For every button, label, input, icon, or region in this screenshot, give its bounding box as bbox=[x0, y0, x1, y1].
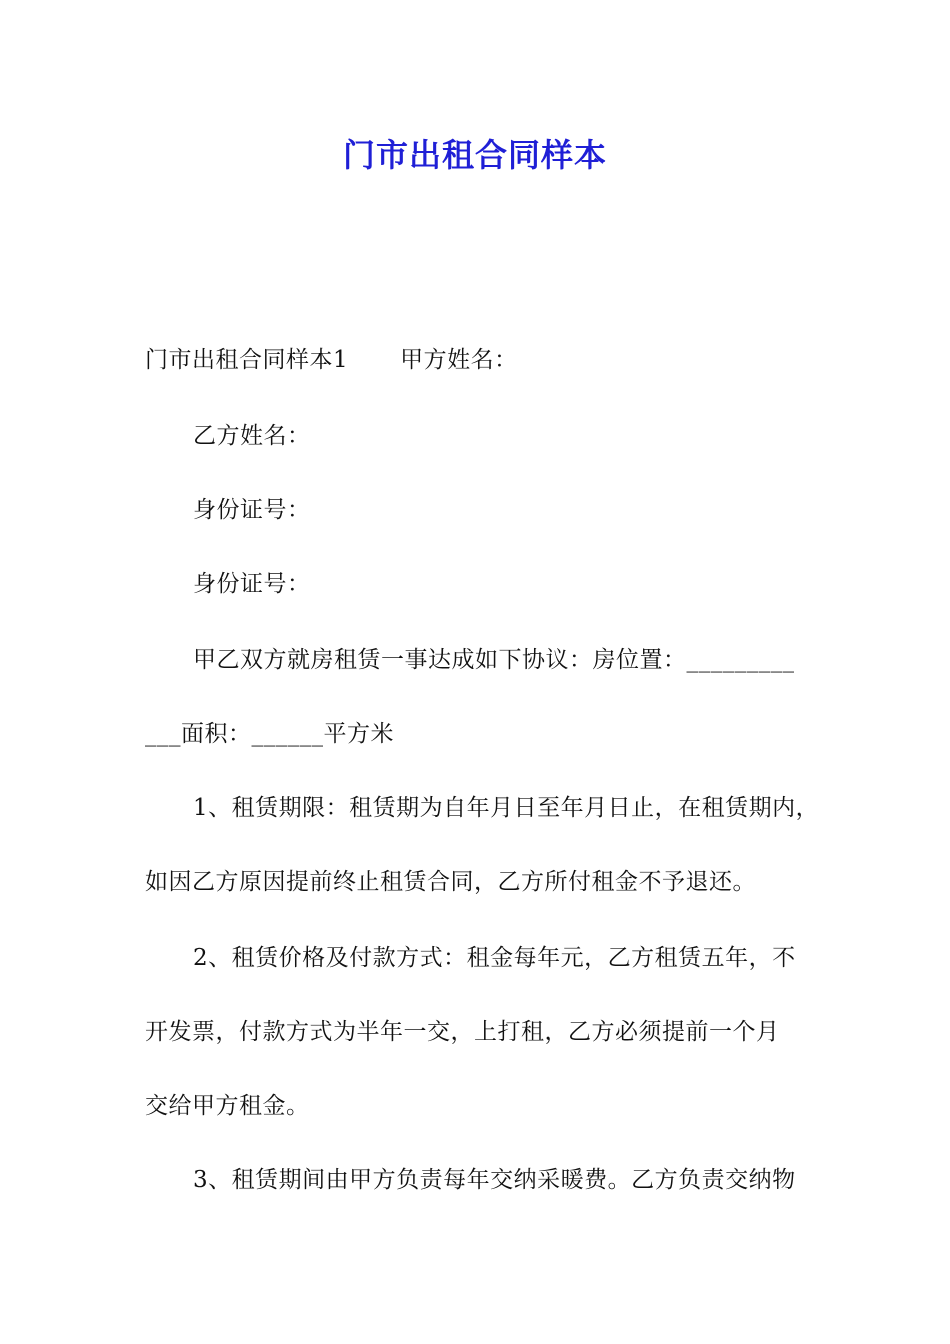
clause-2-line-3: 交给甲方租金。 bbox=[145, 1093, 310, 1119]
clause-1-line-2: 如因乙方原因提前终止租赁合同，乙方所付租金不予退还。 bbox=[145, 869, 756, 895]
clause-1-line-1: 1、租赁期限：租赁期为自年月日至年月日止，在租赁期内， bbox=[193, 795, 820, 821]
clause-3-line-1: 3、租赁期间由甲方负责每年交纳采暖费。乙方负责交纳物 bbox=[193, 1167, 796, 1193]
clause-2-line-2: 开发票，付款方式为半年一交，上打租，乙方必须提前一个月 bbox=[145, 1019, 780, 1045]
document-title: 门市出租合同样本 bbox=[342, 136, 607, 174]
sample-heading: 门市出租合同样本1 bbox=[145, 347, 349, 373]
id-number-label-2: 身份证号： bbox=[193, 571, 311, 597]
clause-2-line-1: 2、租赁价格及付款方式：租金每年元，乙方租赁五年，不 bbox=[193, 945, 796, 971]
agreement-line-1: 甲乙双方就房租赁一事达成如下协议：房位置：_________ bbox=[193, 647, 795, 673]
party-a-name-label: 甲方姓名： bbox=[400, 347, 518, 373]
party-b-name-label: 乙方姓名： bbox=[193, 423, 311, 449]
first-line bbox=[145, 344, 815, 376]
agreement-line-2: ___面积：______平方米 bbox=[145, 721, 394, 747]
id-number-label-1: 身份证号： bbox=[193, 497, 311, 523]
